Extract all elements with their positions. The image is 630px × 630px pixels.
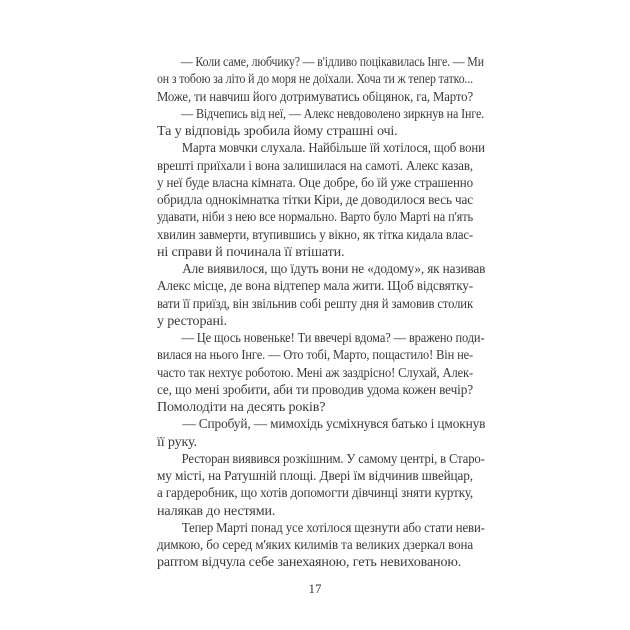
text-line: її руку. [157, 433, 197, 450]
text-line: — Спробуй, — мимохідь усміхнувся батько і цмокнув [182, 416, 486, 433]
body-text [157, 54, 486, 572]
text-line: Алекс місце, де вона відтепер мала жити. Щоб відсвятку- [157, 278, 473, 295]
text-line: у неї буде власна кімната. Оце добре, бо їй уже страшенно [157, 174, 473, 191]
text-line: хвилин завмерти, втупившись у вікно, як тітка кидала влас- [157, 226, 473, 243]
text-line: он з тобою за літо й до моря не доїхали. Хоча ти ж тепер татко... [157, 71, 473, 88]
text-line: Ресторан виявився розкішним. У самому центрі, в Старо- [181, 450, 485, 467]
text-line: обридла однокімнатка тітки Кіри, де доводилося весь час [157, 192, 473, 208]
text-line: се, що мені зробити, аби ти проводив удома кожен вечір? [157, 381, 473, 398]
text-line: Марта мовчки слухала. Найбільше їй хотілося, щоб вони [181, 140, 485, 157]
text-line: часто так нехтує роботою. Мені аж заздрісно! Слухай, Алек- [157, 364, 473, 381]
text-line: Помолодіти на десять років? [157, 399, 326, 415]
text-line: у ресторані. [157, 312, 227, 329]
text-line: налякав до нестями. [157, 502, 276, 519]
text-line: Тепер Марті понад усе хотілося щезнути або стати неви- [181, 519, 485, 536]
text-line: — Коли саме, любчику? — в'ідливо поцікавилась Інге. — Ми [180, 54, 484, 70]
page-number: 17 [308, 581, 322, 596]
text-line: вати її приїзд, він звільнив собі решту дня й замовив столик [157, 295, 473, 312]
text-line: Може, ти навчиш його дотримуватись обіцянок, га, Марто? [157, 88, 473, 105]
text-line: а гардеробник, що хотів допомогти дівчинці зняти куртку, [157, 485, 473, 502]
text-line: Та у відповідь зробила йому страшні очі. [157, 123, 398, 139]
text-line: Але виявилося, що їдуть вони не «додому», як називав [182, 261, 486, 277]
text-line: — Це щось новеньке! Ти ввечері вдома? — вражено поди- [181, 330, 485, 346]
text-line: раптом відчула себе занехаяною, геть невихованою. [157, 554, 462, 571]
text-line: димкою, бо серед м'яких килимів та великих дзеркал вона [157, 537, 473, 553]
text-line: удавати, ніби з нею все нормально. Варто було Марті на п'ять [157, 209, 473, 226]
text-line: му місті, на Ратушній площі. Двері їм відчинив швейцар, [157, 468, 473, 484]
text-line: ні справи й починала її втішати. [157, 243, 345, 260]
text-line: — Відчепись від неї, — Алекс невдоволено зиркнув на Інге. [181, 105, 485, 122]
text-line: врешті приїхали і вона залишилася на самоті. Алекс казав, [157, 157, 473, 174]
text-line: вилася на нього Інге. — Ото тобі, Марто, пощастило! Він не- [157, 347, 473, 364]
